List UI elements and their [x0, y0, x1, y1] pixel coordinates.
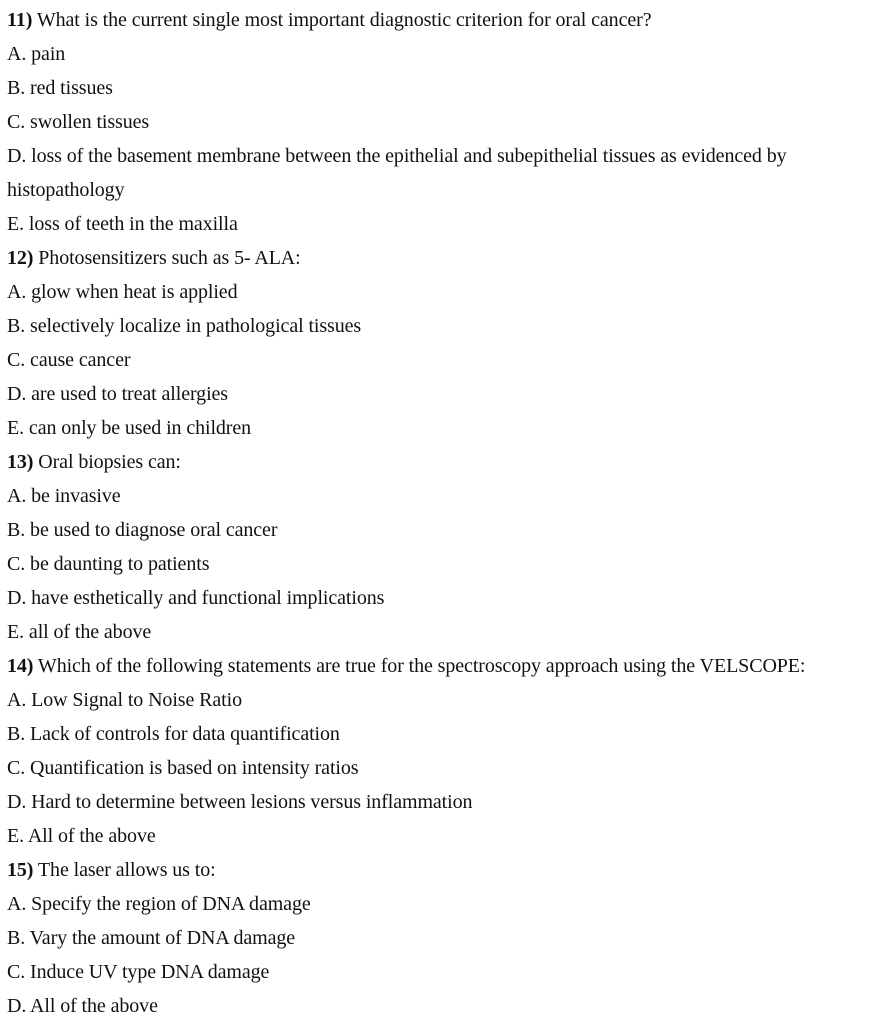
question-text: What is the current single most important diagnostic criterion for oral cancer? — [36, 9, 652, 31]
answer-option: B. Lack of controls for data quantification — [7, 723, 340, 745]
answer-option: C. Induce UV type DNA damage — [7, 961, 270, 983]
question-number: 15) — [7, 859, 34, 881]
question-15-stem — [7, 853, 891, 887]
question-13-stem — [7, 445, 891, 479]
answer-option: D. have esthetically and functional implications — [7, 587, 385, 609]
answer-option: C. be daunting to patients — [7, 553, 210, 575]
answer-option: A. be invasive — [7, 485, 121, 507]
answer-option: C. cause cancer — [7, 349, 131, 371]
answer-option: D. loss of the basement membrane between the epithelial and subepithelial tissues as evidenced by — [7, 145, 787, 167]
question-number: 14) — [7, 655, 34, 677]
answer-option: E. all of the above — [7, 621, 152, 643]
question-14-stem — [7, 649, 891, 683]
answer-option: B. red tissues — [7, 77, 113, 99]
answer-option: D. Hard to determine between lesions versus inflammation — [7, 791, 473, 813]
answer-option: E. All of the above — [7, 825, 156, 847]
answer-option: E. loss of teeth in the maxilla — [7, 213, 238, 235]
question-number: 12) — [7, 247, 34, 269]
question-11-stem — [7, 3, 891, 37]
question-text: Photosensitizers such as 5- ALA: — [38, 247, 301, 269]
answer-option: D. All of the above — [7, 995, 158, 1017]
question-number: 13) — [7, 451, 34, 473]
question-text: The laser allows us to: — [37, 859, 216, 881]
question-text: Oral biopsies can: — [38, 451, 181, 473]
answer-option: A. Specify the region of DNA damage — [7, 893, 311, 915]
answer-option: B. be used to diagnose oral cancer — [7, 519, 278, 541]
answer-option: B. Vary the amount of DNA damage — [7, 927, 296, 949]
question-12-stem — [7, 241, 891, 275]
answer-option: A. glow when heat is applied — [7, 281, 238, 303]
answer-option: D. are used to treat allergies — [7, 383, 228, 405]
answer-option: E. can only be used in children — [7, 417, 252, 439]
answer-option: C. swollen tissues — [7, 111, 150, 133]
question-text: Which of the following statements are true for the spectroscopy approach using the VELSCOPE: — [37, 655, 806, 677]
answer-option: C. Quantification is based on intensity ratios — [7, 757, 359, 779]
answer-option: A. Low Signal to Noise Ratio — [7, 689, 242, 711]
answer-option: B. selectively localize in pathological tissues — [7, 315, 362, 337]
answer-option: A. pain — [7, 43, 66, 65]
answer-option-continuation: histopathology — [7, 179, 125, 201]
question-number: 11) — [7, 9, 33, 31]
